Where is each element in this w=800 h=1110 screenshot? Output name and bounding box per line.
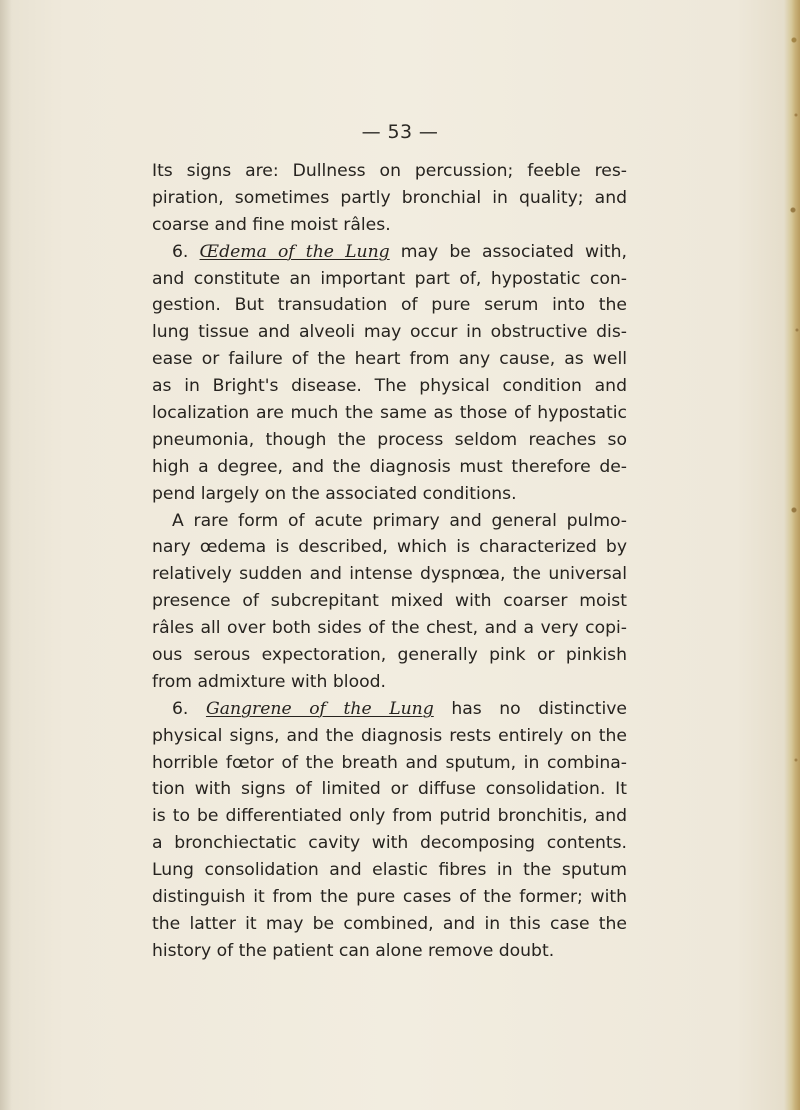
- line-text: the latter it may be combined, and in this case the: [152, 913, 627, 934]
- text-line: [152, 776, 627, 803]
- text-line: [152, 642, 627, 669]
- text-line: [152, 723, 627, 750]
- line-text: physical signs, and the diagnosis rests entirely on the: [152, 725, 627, 746]
- text-line: [152, 696, 627, 723]
- page-gutter-shadow: [0, 0, 12, 1110]
- line-text: has no distinctive: [433, 698, 627, 719]
- line-text: piration, sometimes partly bronchial in quality; and: [152, 187, 627, 208]
- line-text: râles all over both sides of the chest, and a very copi-: [152, 618, 627, 639]
- text-line: [152, 212, 627, 239]
- line-text: presence of subcrepitant mixed with coarser moist: [152, 591, 627, 612]
- text-line: [152, 857, 627, 884]
- text-line: [152, 830, 627, 857]
- line-text: ease or failure of the heart from any cause, as well: [152, 349, 627, 370]
- line-text: is to be differentiated only from putrid bronchitis, and: [152, 806, 627, 827]
- text-line: [152, 158, 627, 185]
- line-text: ous serous expectoration, generally pink or pinkish: [152, 645, 627, 666]
- text-line: [152, 427, 627, 454]
- text-line: [152, 481, 627, 508]
- line-text: gestion. But transudation of pure serum into the: [152, 295, 627, 316]
- text-line: [152, 803, 627, 830]
- text-line: [152, 346, 627, 373]
- line-text: from admixture with blood.: [152, 671, 386, 692]
- line-text: lung tissue and alveoli may occur in obstructive dis-: [152, 322, 627, 343]
- text-line: [152, 750, 627, 777]
- text-line: [152, 911, 627, 938]
- line-text: Lung consolidation and elastic fibres in the sputum: [152, 860, 627, 881]
- line-text: Its signs are: Dullness on percussion; feeble res-: [152, 161, 627, 181]
- text-line: [152, 239, 627, 266]
- section-title: Œdema of the Lung: [199, 241, 390, 262]
- line-text: A rare form of acute primary and general pulmo-: [172, 510, 627, 531]
- section-number: 6.: [172, 241, 200, 262]
- section-number: 6.: [172, 698, 206, 719]
- line-text: nary œdema is described, which is characterized by: [152, 537, 627, 558]
- text-line: [152, 292, 627, 319]
- text-line: [152, 373, 627, 400]
- text-line: [152, 508, 627, 535]
- text-line: [152, 938, 627, 965]
- text-line: [152, 185, 627, 212]
- text-line: [152, 615, 627, 642]
- text-line: [152, 400, 627, 427]
- line-text: tion with signs of limited or diffuse consolidation. It: [152, 779, 627, 800]
- text-line: [152, 669, 627, 696]
- line-text: pneumonia, though the process seldom reaches so: [152, 429, 627, 450]
- text-line: [152, 319, 627, 346]
- section-title: Gangrene of the Lung: [205, 698, 434, 719]
- line-text: relatively sudden and intense dyspnœa, the universal: [152, 564, 627, 585]
- line-text: localization are much the same as those of hypostatic: [152, 403, 627, 424]
- line-text: coarse and fine moist râles.: [152, 214, 391, 235]
- text-line: [152, 561, 627, 588]
- text-line: [152, 266, 627, 293]
- body-text: [152, 158, 627, 965]
- text-line: [152, 454, 627, 481]
- line-text: distinguish it from the pure cases of the former; with: [152, 887, 627, 908]
- text-line: [152, 884, 627, 911]
- line-text: horrible fœtor of the breath and sputum, in combina-: [152, 752, 627, 773]
- line-text: and constitute an important part of, hypostatic con-: [152, 268, 627, 289]
- line-text: may be associated with,: [389, 241, 627, 262]
- line-text: as in Bright's disease. The physical condition and: [152, 376, 627, 397]
- line-text: a bronchiectatic cavity with decomposing contents.: [152, 833, 627, 854]
- page-edge-speckles: [790, 0, 800, 1110]
- page-number: — 53 —: [361, 121, 439, 143]
- line-text: pend largely on the associated conditions.: [152, 483, 517, 504]
- text-line: [152, 534, 627, 561]
- line-text: high a degree, and the diagnosis must therefore de-: [152, 456, 627, 477]
- text-line: [152, 588, 627, 615]
- line-text: history of the patient can alone remove doubt.: [152, 940, 555, 961]
